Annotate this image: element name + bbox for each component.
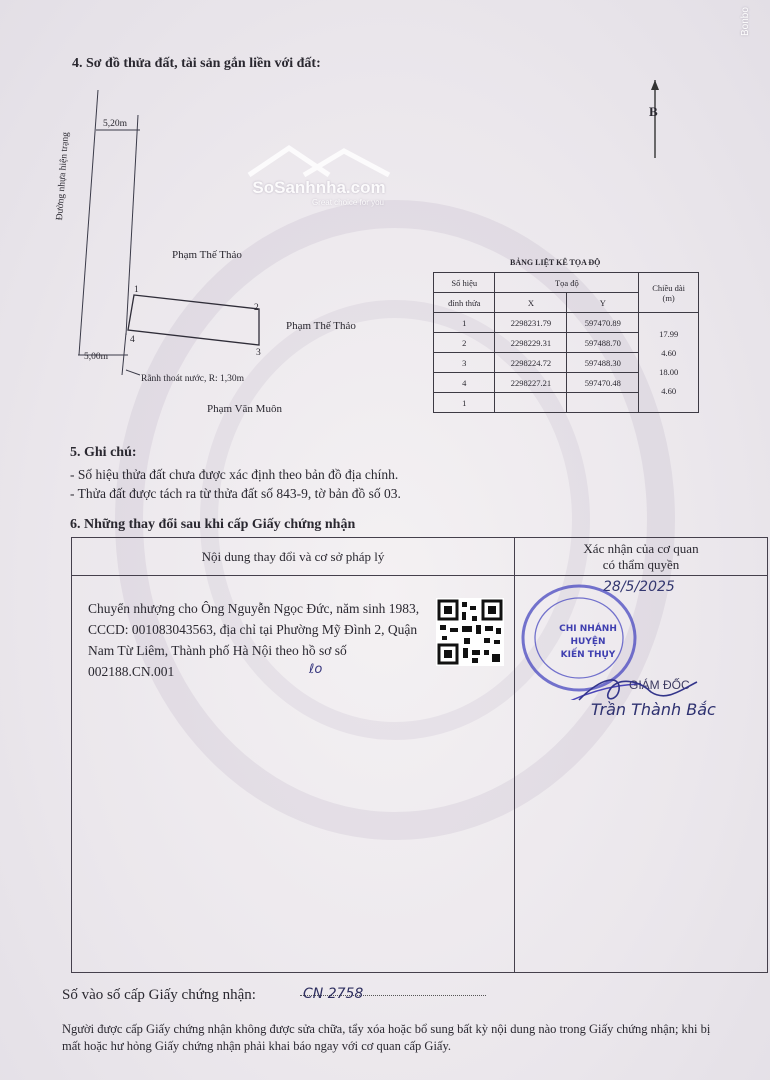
content-cell [72, 576, 515, 973]
neighbor-right: Phạm Thế Thảo [286, 320, 356, 332]
neighbor-bottom: Phạm Văn Muôn [207, 403, 282, 415]
footer-notice: Người được cấp Giấy chứng nhận không được sửa chữa, tẩy xóa hoặc bổ sung bất kỳ nội dung nào trong Giấy chứng nhận; khi bị mất hoặc hư hỏng Giấy chứng nhận phải khai báo ngay với cơ quan cấp Giấy. [62, 1022, 711, 1053]
registration-label: Số vào số cấp Giấy chứng nhận: [62, 987, 256, 1003]
signer-position: GIÁM ĐỐC [629, 678, 690, 692]
initials-signature: ℓo [309, 662, 323, 677]
header-so-hieu: Số hiệu [434, 273, 495, 293]
sosanhnha-watermark [244, 143, 394, 207]
header-content: Nội dung thay đổi và cơ sở pháp lý [72, 538, 515, 576]
neighbor-top: Phạm Thế Thảo [172, 249, 242, 261]
section-4-title: 4. Sơ đồ thửa đất, tài sản gắn liền với đất: [72, 56, 321, 71]
qr-code-icon [436, 598, 504, 666]
table-row: 4 2298227.21 597470.48 [434, 373, 699, 393]
confirmation-cell [515, 576, 768, 973]
length-column: 17.99 4.60 18.00 4.60 [639, 313, 699, 413]
north-label: B [649, 104, 658, 119]
changes-table [71, 537, 768, 973]
section-5-title: 5. Ghi chú: [70, 445, 137, 460]
table-row: 2 2298229.31 597488.70 [434, 333, 699, 353]
watermark-tagline: Great choice for you [311, 198, 384, 207]
point-label-2: 2 [254, 303, 259, 313]
signer-name: Trần Thành Bắc [591, 700, 716, 719]
coords-title: BẢNG LIỆT KÊ TỌA ĐỘ [510, 258, 601, 267]
side-watermark: Bonbo [740, 7, 751, 36]
table-row: 1 [434, 393, 699, 413]
road-label: Đường nhựa hiện trạng [55, 131, 72, 221]
note-2: - Thửa đất được tách ra từ thửa đất số 843-9, tờ bản đồ số 03. [70, 486, 401, 501]
dim-bottom: 5,00m [84, 352, 109, 362]
table-row: 1 2298231.79 597470.89 17.99 4.60 18.00 4.60 [434, 313, 699, 333]
section-6-title: 6. Những thay đổi sau khi cấp Giấy chứng nhận [70, 517, 356, 532]
parcel-sketch [60, 85, 300, 395]
header-chieu-dai: Chiều dài (m) [639, 273, 699, 313]
change-content: Chuyển nhượng cho Ông Nguyễn Ngọc Đức, năm sinh 1983, CCCD: 001083043563, địa chỉ tại Phường Mỹ Đình 2, Quận Nam Từ Liêm, Thành phố Hà Nội theo hồ sơ số 002188.CN.001 [88, 601, 420, 679]
confirmation-date: 28/5/2025 [603, 579, 675, 595]
watermark-brand: SoSanhnha.com [252, 178, 386, 197]
table-row: 3 2298224.72 597488.30 [434, 353, 699, 373]
dim-top: 5,20m [103, 119, 128, 129]
header-y: Y [567, 293, 639, 313]
point-label-1: 1 [134, 285, 139, 295]
drain-label: Rãnh thoát nước, R: 1,30m [141, 374, 245, 384]
header-confirmation: Xác nhận của cơ quan có thẩm quyền [515, 538, 768, 576]
coords-table [433, 272, 699, 413]
header-toa-do: Tọa độ [495, 273, 639, 293]
seal-text: CHI NHÁNH HUYỆN KIẾN THỤY [559, 624, 617, 660]
note-1: - Số hiệu thửa đất chưa được xác định theo bản đồ địa chính. [70, 467, 399, 482]
header-dinh-thua: đỉnh thửa [434, 293, 495, 313]
point-label-3: 3 [256, 348, 261, 358]
header-x: X [495, 293, 567, 313]
registration-number: CN 2758 [303, 986, 364, 1002]
point-label-4: 4 [130, 335, 135, 345]
handwritten-signature [571, 672, 701, 712]
house-roof-icon [244, 143, 394, 177]
north-arrow-icon [640, 80, 670, 162]
